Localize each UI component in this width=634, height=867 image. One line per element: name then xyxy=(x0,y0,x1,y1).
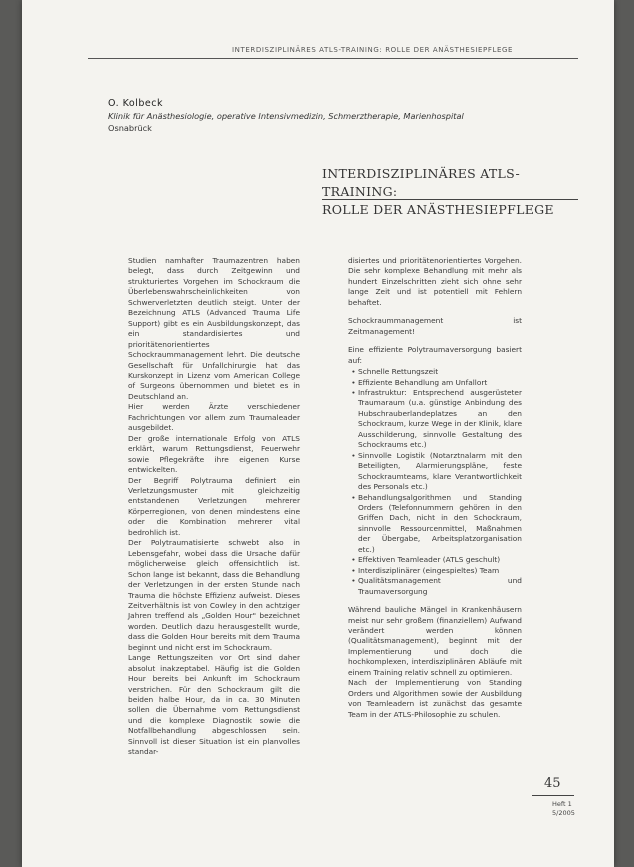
left-paragraph: Studien namhafter Traumazentren haben belegt, dass durch Zeitgewinn und strukturiertes Vorgehen im Schockraum die Überlebenswahrscheinlichkeiten von Schwerverletzten deutlich steigt. Unter der Bezeichnung ATLS (Advanced Trauma Life Support) gibt es ein Ausbildungskonzept, das ein standardisiertes und prioritätenorientiertes Schockraummanagement lehrt. Die deutsche Gesellschaft für Unfallchirurgie hat das Kurskonzept in Lizenz vom American College of Surgeons übernommen und bietet es in Deutschland an. xyxy=(128,256,300,401)
left-paragraph: Hier werden Ärzte verschiedener Fachrichtungen vor allem zum Traumaleader ausgebildet. xyxy=(128,402,300,433)
article-title-line-1: INTERDISZIPLINÄRES ATLS-TRAINING: xyxy=(322,166,521,199)
left-paragraph: Der große internationale Erfolg von ATLS erklärt, warum Rettungsdienst, Feuerwehr sowie Pflegekräfte ihre eigenen Kurse entwickelten. xyxy=(128,433,300,475)
left-paragraph: Lange Rettungszeiten vor Ort sind daher absolut inakzeptabel. Häufig ist die Golden Hour bereits bei Ankunft im Schockraum verstrichen. Für den Schockraum gilt die beiden halbe Hour, da in ca. 30 Minuten sollen die Übernahme vom Rettungsdienst und die komplexe Diagnostik sowie die Notfallbehandlung abgeschlossen sein. Sinnvoll ist dieser Situation ist ein planvolles standar- xyxy=(128,653,300,757)
affiliation-line-2: Osnabrück xyxy=(108,123,152,133)
list-item: • Qualitätsmanagement und Traumaversorgung xyxy=(358,576,522,597)
journal-issue: Heft 1 xyxy=(552,800,572,808)
article-title xyxy=(322,165,592,219)
right-closing-paragraph: Nach der Implementierung von Standing Orders und Algorithmen sowie der Ausbildung von Teamleadern ist zunächst das gesamte Team in der ATLS-Philosophie zu schulen. xyxy=(348,678,522,719)
title-rule xyxy=(322,199,578,200)
affiliation-line-1: Klinik für Anästhesiologie, operative Intensivmedizin, Schmerztherapie, Marienhospital xyxy=(108,111,464,121)
right-column xyxy=(348,256,522,720)
paper-page xyxy=(22,0,614,867)
list-item: • Behandlungsalgorithmen und Standing Orders (Telefonnummern gehören in den Griffen Dach, nicht in den Schockraum, sinnvolle Ressourcenmittel, Maßnahmen der Übergabe, Arbeitsplatzorganisation etc.) xyxy=(358,493,522,556)
factor-list xyxy=(348,367,522,597)
list-item: • Effiziente Behandlung am Unfallort xyxy=(358,378,522,388)
list-item: • Infrastruktur: Entsprechend ausgerüsteter Traumaraum (u.a. günstige Anbindung des Hubschrauberlandeplatzes an den Schockraum, kurze Wege in der Klinik, klare Ausschilderung, sinnvolle Gestaltung des Schockraums etc.) xyxy=(358,388,522,451)
author-name: O. Kolbeck xyxy=(108,98,163,109)
left-column xyxy=(128,256,300,758)
page-number-rule xyxy=(532,795,574,796)
page-number: 45 xyxy=(544,776,561,791)
journal-reference xyxy=(552,800,575,818)
header-rule xyxy=(88,58,578,59)
left-paragraph: Der Begriff Polytrauma definiert ein Verletzungsmuster mit gleichzeitig entstandenen Verletzungen mehrerer Körperregionen, von denen mindestens eine oder die Kombination mehrerer vital bedrohlich ist. xyxy=(128,475,300,537)
key-statement: Schockraummanagement ist Zeitmanagement! xyxy=(348,316,522,336)
running-head: INTERDISZIPLINÄRES ATLS-TRAINING: ROLLE DER ANÄSTHESIEPFLEGE xyxy=(232,46,514,54)
list-item: • Effektiven Teamleader (ATLS geschult) xyxy=(358,555,522,565)
list-item: • Interdisziplinärer (eingespieltes) Team xyxy=(358,566,522,576)
list-item: • Schnelle Rettungszeit xyxy=(358,367,522,377)
list-intro: Eine effiziente Polytraumaversorgung basiert auf: xyxy=(348,345,522,365)
right-intro-paragraph: disiertes und prioritätenorientiertes Vorgehen. Die sehr komplexe Behandlung mit mehr als hundert Einzelschritten zieht sich ohne sehr lange Zeit und ist potentiell mit Fehlern behaftet. xyxy=(348,256,522,307)
right-closing-paragraph: Während bauliche Mängel in Krankenhäusern meist nur sehr großem (finanziellem) Aufwand verändert werden können (Qualitätsmanagement), beginnt mit der Implementierung und doch die hochkomplexen, interdisziplinären Abläufe mit einem Training relativ schnell zu optimieren. xyxy=(348,605,522,677)
list-item: • Sinnvolle Logistik (Notarztnalarm mit den Beteiligten, Alarmierungspläne, feste Schockraumteams, klare Verantwortlichkeit des Personals etc.) xyxy=(358,451,522,493)
journal-date: 5/2005 xyxy=(552,809,575,817)
article-title-line-2: ROLLE DER ANÄSTHESIEPFLEGE xyxy=(322,202,554,217)
left-paragraph: Der Polytraumatisierte schwebt also in Lebensgefahr, wobei dass die Ursache dafür möglicherweise gleich offensichtlich ist. Schon lange ist bekannt, dass die Behandlung der Verletzungen in der ersten Stunde nach Trauma die höchste Effizienz aufweist. Dieses Zeitverhältnis ist von Cowley in den achtziger Jahren treffend als „Golden Hour" bezeichnet worden. Deutlich dazu herausgestellt wurde, dass die Golden Hour bereits mit dem Trauma beginnt und nicht erst im Schockraum. xyxy=(128,538,300,652)
